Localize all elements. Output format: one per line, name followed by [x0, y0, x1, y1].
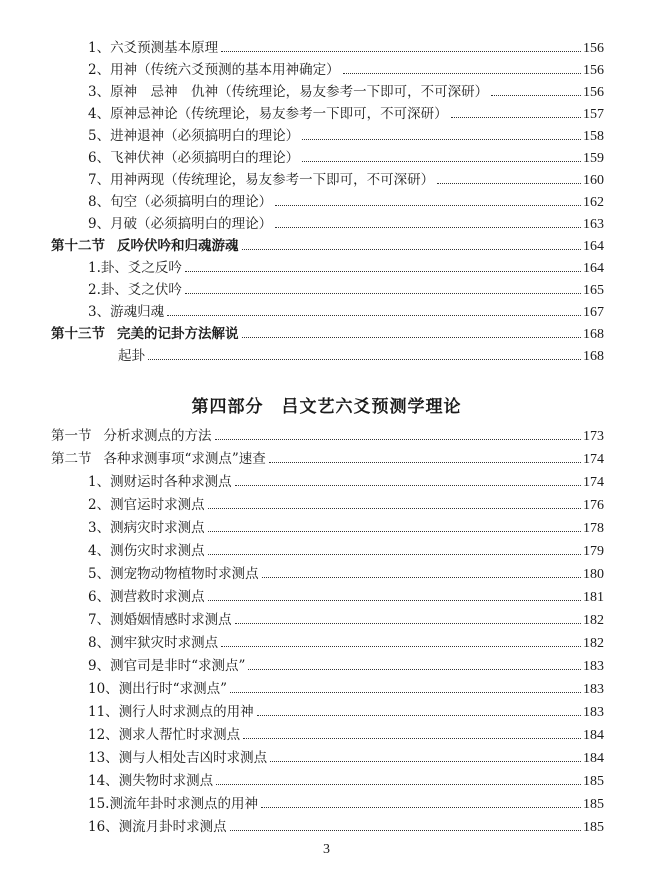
- toc-entry-label: 7、测婚姻情感时求测点: [88, 612, 232, 628]
- dot-leader: [451, 117, 581, 118]
- dot-leader: [208, 531, 581, 532]
- toc-entry-label: 1、测财运时各种求测点: [88, 474, 232, 490]
- toc-entry[interactable]: [88, 565, 604, 584]
- dot-leader: [208, 508, 581, 509]
- dot-leader: [248, 669, 581, 670]
- toc-page-number: 163: [583, 217, 604, 232]
- toc-page-number: 156: [583, 85, 604, 100]
- toc-page-number: 168: [583, 327, 604, 342]
- dot-leader: [243, 738, 581, 739]
- toc-page-number: 185: [583, 820, 604, 835]
- toc-page-number: 180: [583, 567, 604, 582]
- toc-section-entry[interactable]: [51, 325, 604, 344]
- dot-leader: [185, 293, 581, 294]
- dot-leader: [269, 462, 581, 463]
- toc-entry-label: 13、测与人相处吉凶时求测点: [88, 750, 268, 766]
- toc-page-number: 164: [583, 261, 604, 276]
- toc-entry-label: 4、测伤灾时求测点: [88, 543, 205, 559]
- toc-entry-label: 起卦: [118, 348, 145, 364]
- dot-leader: [167, 315, 581, 316]
- dot-leader: [215, 439, 582, 440]
- toc-page-number: 185: [583, 797, 604, 812]
- dot-leader: [185, 271, 581, 272]
- toc-page-number: 174: [583, 452, 604, 467]
- toc-entry[interactable]: [88, 149, 604, 168]
- toc-page-number: 182: [583, 613, 604, 628]
- dot-leader: [275, 227, 581, 228]
- toc-page-number: 179: [583, 544, 604, 559]
- toc-entry-label: 8、旬空（必须搞明白的理论）: [88, 194, 273, 210]
- page-number-footer: 3: [323, 842, 330, 857]
- dot-leader: [235, 623, 581, 624]
- dot-leader: [491, 95, 581, 96]
- toc-entry[interactable]: [88, 281, 604, 300]
- dot-leader: [270, 761, 581, 762]
- toc-page-number: 157: [583, 107, 604, 122]
- toc-entry-label: 5、测宠物动物植物时求测点: [88, 566, 259, 582]
- dot-leader: [235, 485, 581, 486]
- toc-page-number: 168: [583, 349, 604, 364]
- toc-entry-label: 8、测牢狱灾时求测点: [88, 635, 219, 651]
- dot-leader: [262, 577, 581, 578]
- toc-page-number: 156: [583, 41, 604, 56]
- toc-entry-label: 9、月破（必须搞明白的理论）: [88, 216, 273, 232]
- toc-entry[interactable]: [88, 303, 604, 322]
- part-heading-title: 吕文艺六爻预测学理论: [281, 397, 462, 417]
- toc-entry[interactable]: [88, 772, 604, 791]
- toc-page-number: 183: [583, 682, 604, 697]
- toc-entry[interactable]: [88, 39, 604, 58]
- toc-page-number: 174: [583, 475, 604, 490]
- dot-leader: [216, 784, 581, 785]
- toc-entry-label: 15.测流年卦时求测点的用神: [88, 796, 258, 812]
- dot-leader: [275, 205, 581, 206]
- toc-page-number: 176: [583, 498, 604, 513]
- toc-page-number: 184: [583, 728, 604, 743]
- dot-leader: [343, 73, 581, 74]
- toc-entry-label: 3、游魂归魂: [88, 304, 165, 320]
- toc-page-number: 160: [583, 173, 604, 188]
- toc-page-number: 183: [583, 659, 604, 674]
- toc-section-entry[interactable]: [51, 450, 604, 469]
- dot-leader: [208, 554, 581, 555]
- toc-entry[interactable]: [88, 193, 604, 212]
- toc-entry[interactable]: [88, 171, 604, 190]
- toc-entry[interactable]: [88, 795, 604, 814]
- toc-entry[interactable]: [88, 703, 604, 722]
- toc-page-number: 159: [583, 151, 604, 166]
- toc-entry[interactable]: [88, 496, 604, 515]
- dot-leader: [230, 692, 581, 693]
- dot-leader: [302, 139, 581, 140]
- dot-leader: [221, 51, 581, 52]
- toc-entry-label: 1.卦、爻之反吟: [88, 260, 182, 276]
- toc-entry-label: 6、测营救时求测点: [88, 589, 205, 605]
- toc-section-label: 第二节 各种求测事项“求测点”速查: [51, 451, 266, 467]
- toc-entry-label: 11、测行人时求测点的用神: [88, 704, 254, 720]
- toc-entry-label: 2、测官运时求测点: [88, 497, 205, 513]
- dot-leader: [437, 183, 581, 184]
- toc-page-number: 185: [583, 774, 604, 789]
- toc-page-number: 167: [583, 305, 604, 320]
- toc-entry[interactable]: [88, 215, 604, 234]
- toc-entry-label: 5、进神退神（必须搞明白的理论）: [88, 128, 300, 144]
- toc-page-number: 184: [583, 751, 604, 766]
- toc-entry-label: 3、测病灾时求测点: [88, 520, 205, 536]
- part-heading: [0, 392, 653, 417]
- toc-entry[interactable]: [88, 749, 604, 768]
- toc-section-entry[interactable]: [51, 427, 604, 446]
- toc-entry-label: 12、测求人帮忙时求测点: [88, 727, 241, 743]
- toc-page-number: 182: [583, 636, 604, 651]
- dot-leader: [261, 807, 581, 808]
- toc-section-label: 第十二节 反吟伏吟和归魂游魂: [51, 238, 239, 254]
- toc-page-number: 173: [583, 429, 604, 444]
- toc-entry[interactable]: [88, 61, 604, 80]
- dot-leader: [221, 646, 581, 647]
- toc-entry[interactable]: [88, 680, 604, 699]
- toc-page-number: 165: [583, 283, 604, 298]
- toc-page-number: 178: [583, 521, 604, 536]
- toc-page-number: 181: [583, 590, 604, 605]
- toc-entry[interactable]: [88, 83, 604, 102]
- toc-entry-label: 14、测失物时求测点: [88, 773, 214, 789]
- dot-leader: [208, 600, 581, 601]
- toc-entry[interactable]: [118, 347, 604, 366]
- toc-page-number: 183: [583, 705, 604, 720]
- dot-leader: [230, 830, 581, 831]
- toc-entry[interactable]: [88, 818, 604, 837]
- toc-entry[interactable]: [88, 105, 604, 124]
- toc-entry[interactable]: [88, 542, 604, 561]
- toc-entry-label: 6、飞神伏神（必须搞明白的理论）: [88, 150, 300, 166]
- toc-entry[interactable]: [88, 726, 604, 745]
- toc-entry[interactable]: [88, 519, 604, 538]
- toc-entry[interactable]: [88, 127, 604, 146]
- toc-page-number: 162: [583, 195, 604, 210]
- toc-entry[interactable]: [88, 634, 604, 653]
- toc-entry-label: 10、测出行时“求测点”: [88, 681, 227, 697]
- toc-page-number: 164: [583, 239, 604, 254]
- toc-entry-label: 2、用神（传统六爻预测的基本用神确定）: [88, 62, 340, 78]
- toc-page-number: 158: [583, 129, 604, 144]
- toc-entry[interactable]: [88, 259, 604, 278]
- toc-entry[interactable]: [88, 611, 604, 630]
- toc-entry-label: 7、用神两现（传统理论，易友参考一下即可，不可深研）: [88, 172, 435, 188]
- toc-section-entry[interactable]: [51, 237, 604, 256]
- part-heading-number: 第四部分: [191, 397, 264, 417]
- toc-entry-label: 9、测官司是非时“求测点”: [88, 658, 246, 674]
- toc-entry[interactable]: [88, 473, 604, 492]
- dot-leader: [242, 337, 582, 338]
- dot-leader: [302, 161, 581, 162]
- toc-section-label: 第一节 分析求测点的方法: [51, 428, 212, 444]
- toc-entry-label: 1、六爻预测基本原理: [88, 40, 219, 56]
- toc-entry-label: 3、原神 忌神 仇神（传统理论，易友参考一下即可，不可深研）: [88, 84, 489, 100]
- dot-leader: [148, 359, 581, 360]
- toc-entry[interactable]: [88, 657, 604, 676]
- toc-entry-label: 4、原神忌神论（传统理论，易友参考一下即可，不可深研）: [88, 106, 448, 122]
- toc-entry-label: 2.卦、爻之伏吟: [88, 282, 182, 298]
- toc-section-label: 第十三节 完美的记卦方法解说: [51, 326, 239, 342]
- toc-entry-label: 16、测流月卦时求测点: [88, 819, 227, 835]
- toc-page-number: 156: [583, 63, 604, 78]
- dot-leader: [257, 715, 581, 716]
- toc-entry[interactable]: [88, 588, 604, 607]
- dot-leader: [242, 249, 582, 250]
